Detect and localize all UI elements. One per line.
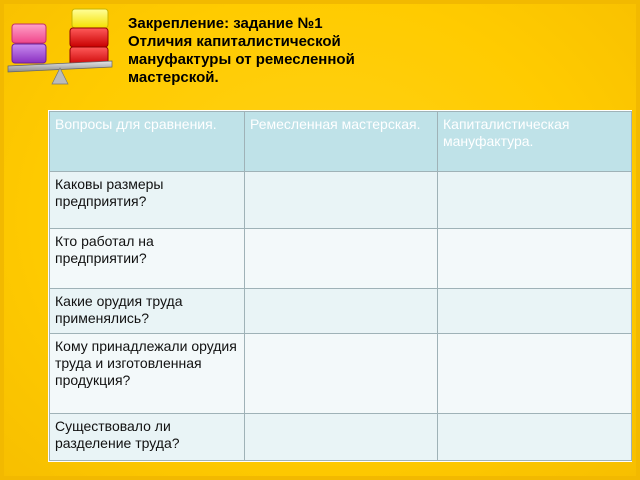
table-row — [50, 289, 632, 334]
craft-cell — [245, 289, 438, 334]
manufactory-cell — [438, 229, 632, 289]
block-red-top — [70, 28, 108, 47]
scale-fulcrum — [52, 68, 68, 84]
craft-cell — [245, 334, 438, 414]
table-header-row — [50, 112, 632, 172]
table-row — [50, 334, 632, 414]
table-row — [50, 172, 632, 229]
manufactory-cell — [438, 289, 632, 334]
header-craft-workshop: Ремесленная мастерская. — [245, 112, 438, 172]
manufactory-cell — [438, 334, 632, 414]
block-pink — [12, 24, 46, 43]
craft-cell — [245, 172, 438, 229]
craft-cell — [245, 414, 438, 461]
comparison-table — [48, 110, 632, 462]
question-cell: Кому принадлежали орудия труда и изготовленная продукция? — [50, 334, 245, 414]
question-cell: Какие орудия труда применялись? — [50, 289, 245, 334]
balance-scale-icon — [6, 4, 114, 90]
manufactory-cell — [438, 172, 632, 229]
block-yellow — [72, 9, 108, 28]
manufactory-cell — [438, 414, 632, 461]
slide-title: Закрепление: задание №1 Отличия капиталистической мануфактуры от ремесленной мастерской. — [128, 15, 355, 86]
block-purple — [12, 44, 46, 63]
table-row — [50, 229, 632, 289]
question-cell: Кто работал на предприятии? — [50, 229, 245, 289]
header-questions: Вопросы для сравнения. — [50, 112, 245, 172]
header-capitalist-manufactory: Капиталистическая мануфактура. — [438, 112, 632, 172]
craft-cell — [245, 229, 438, 289]
question-cell: Существовало ли разделение труда? — [50, 414, 245, 461]
table-row — [50, 414, 632, 461]
question-cell: Каковы размеры предприятия? — [50, 172, 245, 229]
